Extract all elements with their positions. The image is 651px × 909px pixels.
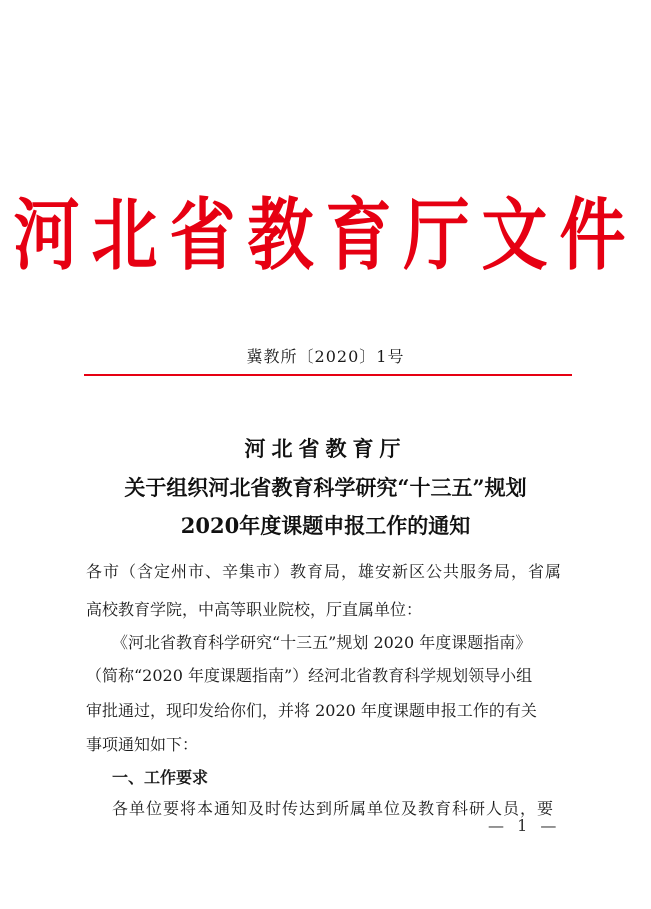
masthead-title: 河北省教育厅文件 <box>13 188 638 281</box>
paragraph-1-line-1: 《河北省教育科学研究“十三五”规划 2020 年度课题指南》 <box>112 633 532 652</box>
paragraph-1-line-2: （简称“2020 年度课题指南”）经河北省教育科学规划领导小组 <box>86 666 533 685</box>
document-number: 冀教所〔2020〕1号 <box>246 347 405 366</box>
section-heading-work-requirements: 一、工作要求 <box>112 768 209 787</box>
notice-title-line-3: 2020年度课题申报工作的通知 <box>180 513 471 538</box>
notice-title-line-1: 河北省教育厅 <box>244 436 407 461</box>
recipients-line-2: 高校教育学院，中高等职业院校，厅直属单位： <box>86 600 423 619</box>
paragraph-1-line-3: 审批通过，现印发给你们，并将 2020 年度课题申报工作的有关 <box>86 701 537 720</box>
page-number: — 1 — <box>488 816 561 835</box>
paragraph-1-line-4: 事项通知如下： <box>86 735 199 754</box>
recipients-line-1: 各市（含定州市、辛集市）教育局，雄安新区公共服务局，省属 <box>86 562 563 581</box>
notice-title-line-2: 关于组织河北省教育科学研究“十三五”规划 <box>124 475 527 500</box>
paragraph-2-line-1: 各单位要将本通知及时传达到所属单位及教育科研人员，要 <box>112 799 555 818</box>
red-divider-line <box>84 374 572 376</box>
